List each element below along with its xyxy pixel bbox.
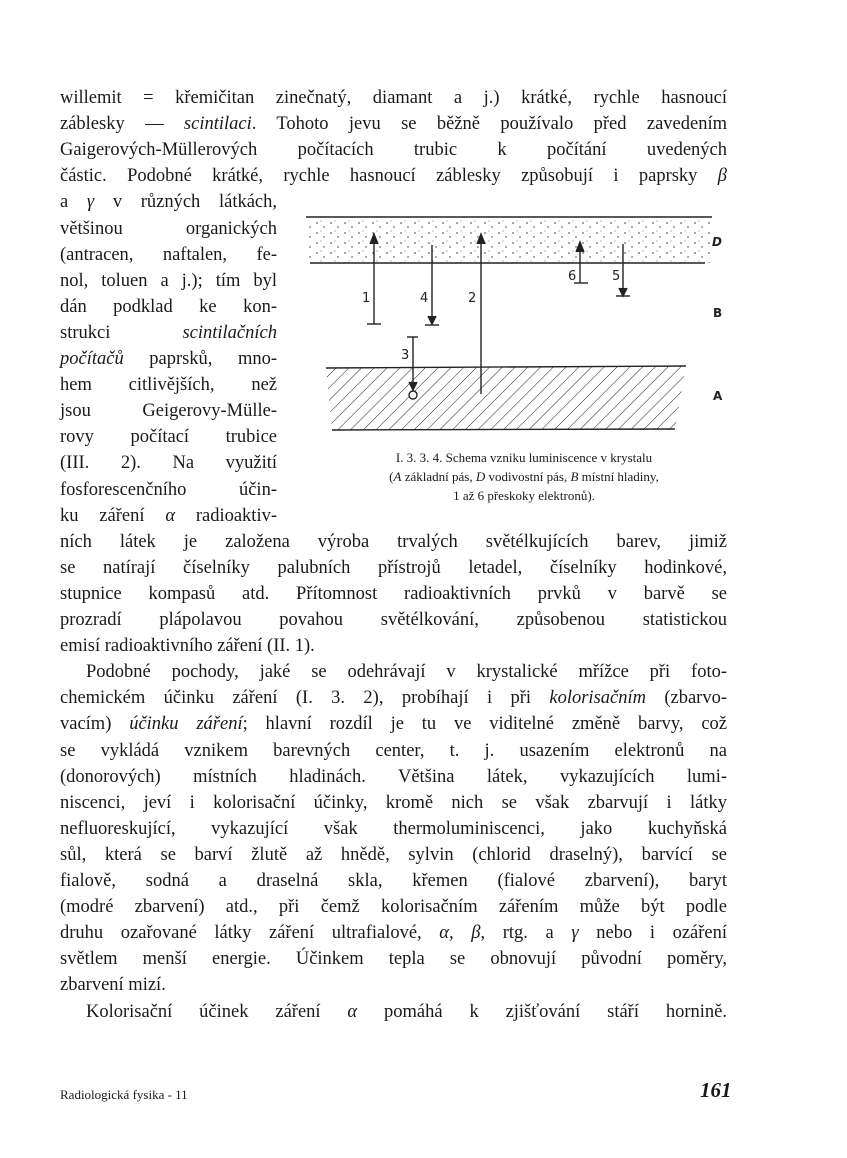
- text-line: zbarvení mizí.: [60, 975, 166, 996]
- band-label-d: D: [712, 235, 722, 249]
- caption-line-3: 1 až 6 přeskoky elektronů).: [453, 488, 595, 503]
- text-line: (antracen, naftalen, fe-: [60, 244, 277, 265]
- text-line: chemickém účinku záření (I. 3. 2), probíhají i při kolorisačním (zbarvo-: [60, 688, 727, 709]
- text-line: se natírají číselníky palubních přístrojů letadel, číselníky hodinkové,: [60, 557, 727, 578]
- text-line: rovy počítací trubice: [60, 427, 277, 448]
- text-line: druhu ozařované látky záření ultrafialové, α, β, rtg. a γ nebo i ozáření: [60, 923, 728, 944]
- text-line: fialově, sodná a draselná skla, křemen (fialové zbarvení), baryt: [60, 871, 727, 891]
- luminescence-band-diagram: [300, 200, 740, 440]
- page-number: 161: [700, 1078, 732, 1102]
- text-line: hem citlivějších, než: [60, 375, 277, 396]
- figure-caption: [318, 448, 730, 505]
- hole-marker: [409, 391, 417, 399]
- caption-line-2: (A základní pás, D vodivostní pás, B místní hladiny,: [389, 469, 659, 484]
- conduction-band-d: [308, 217, 712, 263]
- text-line: dán podklad ke kon-: [60, 296, 277, 317]
- text-line: jsou Geigerovy-Mülle-: [60, 401, 277, 422]
- text-line: emisí radioaktivního záření (II. 1).: [60, 636, 315, 657]
- text-line: počítačů paprsků, mno-: [60, 349, 277, 369]
- valence-band-a: [326, 366, 686, 430]
- text-line: sůl, která se barví žlutě až hnědě, sylvin (chlorid draselný), barvící se: [60, 844, 727, 865]
- text-line: Kolorisační účinek záření α pomáhá k zjišťování stáří hornině.: [86, 1001, 727, 1022]
- band-label-b: B: [713, 306, 723, 320]
- text-line: ních látek je založena výroba trvalých světélkujících barev, jimiž: [60, 531, 727, 552]
- caption-line-1: I. 3. 3. 4. Schema vzniku luminiscence v krystalu: [395, 450, 653, 465]
- band-label-a: A: [713, 389, 723, 403]
- text-line: strukci scintilačních: [60, 322, 277, 343]
- text-line: Gaigerových-Müllerových počítacích trubic k počítání uvedených: [60, 140, 727, 161]
- text-line: světlem menší energie. Účinkem tepla se obnovují původní poměry,: [60, 949, 727, 970]
- text-line: Podobné pochody, jaké se odehrávají v krystalické mřížce při foto-: [86, 662, 727, 683]
- text-line: prozradí plápolavou povahou světélkování, způsobenou statistickou: [60, 610, 727, 630]
- transition-label-4: 4: [420, 291, 429, 306]
- transition-label-6: 6: [568, 269, 577, 284]
- text-line: niscenci, jeví i kolorisační účinky, kromě nich se však zbarvují i látky: [60, 792, 727, 813]
- transition-label-5: 5: [612, 269, 621, 284]
- text-line: (III. 2). Na využití: [60, 453, 277, 474]
- text-line: a γ v různých látkách,: [60, 192, 278, 213]
- transition-label-3: 3: [401, 348, 410, 363]
- text-line: většinou organických: [60, 218, 277, 239]
- transition-label-2: 2: [468, 291, 477, 306]
- text-line: (modré zbarvení) atd., při čemž kolorisačním zářením může být podle: [60, 897, 727, 918]
- text-line: (donorových) místních hladinách. Většina látek, vykazujících lumi-: [60, 766, 727, 787]
- text-line: částic. Podobné krátké, rychle hasnoucí záblesky způsobují i paprsky β: [60, 166, 727, 187]
- text-line: stupnice kompasů atd. Přítomnost radioaktivních prvků v barvě se: [60, 583, 727, 604]
- text-line: se vykládá vznikem barevných center, t. j. usazením elektronů na: [60, 740, 727, 761]
- text-line: nefluoreskující, vykazující však thermoluminiscenci, jako kuchyňská: [60, 818, 727, 839]
- text-line: nol, toluen a j.); tím byl: [60, 270, 277, 291]
- text-line: willemit = křemičitan zinečnatý, diamant a j.) krátké, rychle hasnoucí: [60, 88, 727, 108]
- transition-label-1: 1: [362, 291, 371, 306]
- text-line: záblesky — scintilaci. Tohoto jevu se běžně používalo před zavedením: [60, 114, 727, 135]
- book-signature: Radiologická fysika - 11: [60, 1087, 188, 1102]
- text-line: ku záření α radioaktiv-: [60, 505, 278, 526]
- text-line: fosforescenčního účin-: [60, 479, 277, 500]
- text-line: vacím) účinku záření; hlavní rozdíl je tu ve viditelné změně barvy, což: [60, 714, 727, 735]
